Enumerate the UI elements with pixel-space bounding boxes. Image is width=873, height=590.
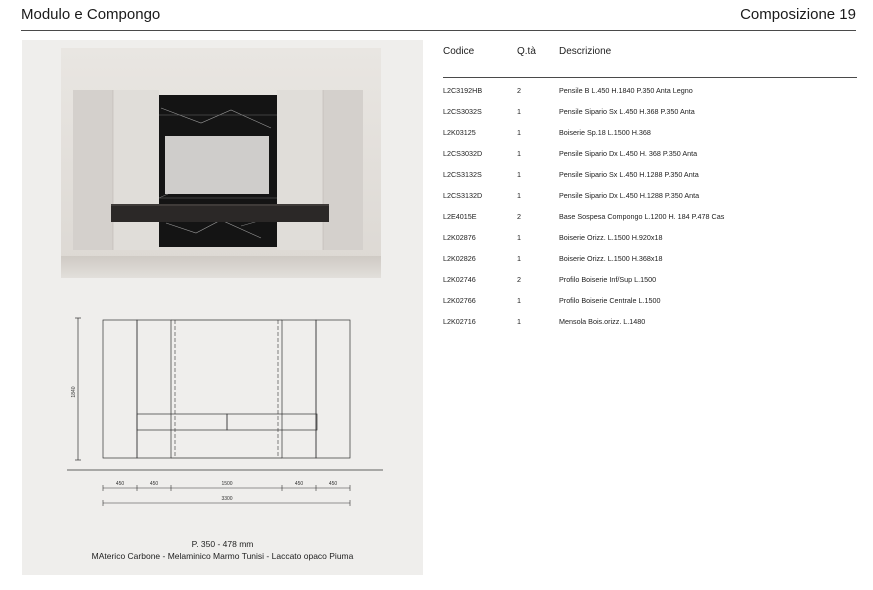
width-label: 450 <box>328 481 338 487</box>
cell-qty: 1 <box>517 170 521 179</box>
cell-code: L2K02746 <box>443 275 476 284</box>
cell-code: L2CS3132D <box>443 191 483 200</box>
cell-qty: 1 <box>517 233 521 242</box>
table-row <box>443 86 857 100</box>
table-row <box>443 233 857 247</box>
cell-description: Boiserie Orizz. L.1500 H.920x18 <box>559 233 663 242</box>
cell-description: Boiserie Sp.18 L.1500 H.368 <box>559 128 651 137</box>
cell-code: L2E4015E <box>443 212 477 221</box>
width-label: 1500 <box>221 481 233 487</box>
caption-depth: P. 350 - 478 mm <box>191 539 254 549</box>
cell-qty: 2 <box>517 86 521 95</box>
column-header-qty: Q.tà <box>517 46 536 57</box>
table-divider <box>443 77 857 78</box>
cell-description: Pensile Sipario Dx L.450 H. 368 P.350 Anta <box>559 149 698 158</box>
cell-description: Mensola Bois.orizz. L.1480 <box>559 317 646 326</box>
cell-qty: 1 <box>517 254 521 263</box>
cell-code: L2K02826 <box>443 254 476 263</box>
technical-drawing <box>55 310 395 510</box>
cell-qty: 1 <box>517 128 521 137</box>
cell-code: L2K02766 <box>443 296 476 305</box>
furniture-render <box>61 48 381 278</box>
cell-description: Pensile Sipario Sx L.450 H.368 P.350 Anta <box>559 107 695 116</box>
height-label: 1840 <box>71 386 77 398</box>
total-width-label: 3300 <box>221 496 233 502</box>
table-row <box>443 107 857 121</box>
cell-description: Profilo Boiserie Inf/Sup L.1500 <box>559 275 657 284</box>
table-row <box>443 254 857 268</box>
column-header-description: Descrizione <box>559 46 612 57</box>
table-row <box>443 296 857 310</box>
table-row <box>443 149 857 163</box>
page-title: Modulo e Compongo <box>21 6 161 23</box>
header-divider <box>21 30 856 31</box>
cell-qty: 1 <box>517 317 521 326</box>
width-label: 450 <box>294 481 304 487</box>
figure-caption <box>22 538 423 562</box>
cell-description: Profilo Boiserie Centrale L.1500 <box>559 296 661 305</box>
cell-qty: 2 <box>517 275 521 284</box>
cell-description: Pensile Sipario Sx L.450 H.1288 P.350 Anta <box>559 170 699 179</box>
cell-qty: 1 <box>517 107 521 116</box>
cell-description: Pensile Sipario Dx L.450 H.1288 P.350 Anta <box>559 191 700 200</box>
table-row <box>443 275 857 289</box>
cell-code: L2CS3032S <box>443 107 482 116</box>
cell-code: L2K03125 <box>443 128 476 137</box>
table-row <box>443 317 857 331</box>
caption-materials: MAterico Carbone - Melaminico Marmo Tunisi - Laccato opaco Piuma <box>91 551 354 561</box>
cell-code: L2K02716 <box>443 317 476 326</box>
composition-title: Composizione 19 <box>740 6 856 23</box>
table-row <box>443 212 857 226</box>
cell-code: L2C3192HB <box>443 86 483 95</box>
table-row <box>443 128 857 142</box>
column-header-code: Codice <box>443 46 475 57</box>
cell-qty: 1 <box>517 296 521 305</box>
cell-description: Pensile B L.450 H.1840 P.350 Anta Legno <box>559 86 693 95</box>
cell-code: L2CS3132S <box>443 170 482 179</box>
cell-description: Base Sospesa Compongo L.1200 H. 184 P.478 Cas <box>559 212 725 221</box>
width-label: 450 <box>149 481 159 487</box>
table-row <box>443 170 857 184</box>
width-label: 450 <box>115 481 125 487</box>
cell-code: L2K02876 <box>443 233 476 242</box>
cell-qty: 1 <box>517 191 521 200</box>
cell-description: Boiserie Orizz. L.1500 H.368x18 <box>559 254 663 263</box>
cell-code: L2CS3032D <box>443 149 483 158</box>
cell-qty: 2 <box>517 212 521 221</box>
cell-qty: 1 <box>517 149 521 158</box>
table-row <box>443 191 857 205</box>
